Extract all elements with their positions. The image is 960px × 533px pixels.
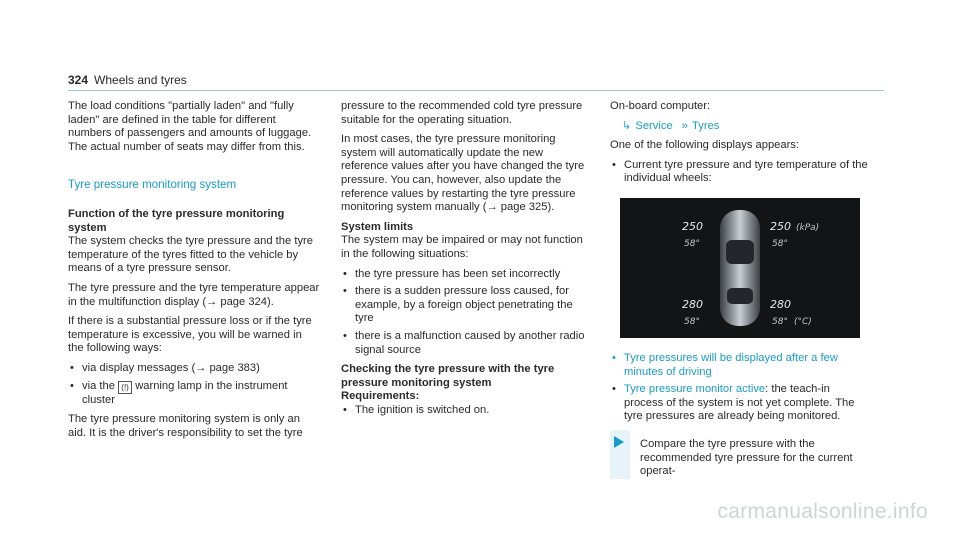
front-left-pressure: 250	[682, 219, 703, 233]
page-number: 324	[68, 73, 89, 87]
page-header	[68, 73, 187, 87]
menu-tyres: Tyres	[692, 119, 720, 132]
paragraph: On-board computer:	[610, 100, 711, 112]
menu-path	[610, 120, 870, 134]
list-item: • via display messages (→ page 383)	[68, 362, 320, 376]
section-heading: Tyre pressure monitoring system	[68, 178, 237, 192]
display-list-2	[610, 352, 870, 424]
temperature-unit: (°C)	[794, 316, 812, 327]
list-item: • the tyre pressure has been set incorrectly	[341, 268, 593, 282]
paragraph: pressure to the recommended cold tyre pressure suitable for the operating situation.	[341, 100, 583, 126]
list-item: • Tyre pressures will be displayed after a few minutes of driving	[610, 352, 870, 379]
paragraph: One of the following displays appears:	[610, 139, 800, 152]
instruction-text: Compare the tyre pressure with the recommended tyre pressure for the current operat-	[640, 437, 853, 478]
limits-list	[341, 268, 593, 358]
car-top-view-icon	[720, 210, 760, 326]
paragraph: If there is a substantial pressure loss or if the tyre temperature is excessive, you will be warned in the following ways:	[68, 315, 312, 355]
paragraph: The system checks the tyre pressure and the tyre temperature of the tyres fitted to the vehicle by means of a tyre pressure sensor.	[68, 235, 313, 275]
front-right-temp: 58°	[772, 238, 788, 249]
watermark: carmanualsonline.info	[717, 500, 928, 523]
paragraph: The system may be impaired or may not function in the following situations:	[341, 234, 583, 260]
front-left-temp: 58°	[684, 238, 700, 249]
play-arrow-icon	[614, 436, 624, 448]
menu-arrow-icon: ↳	[622, 119, 632, 132]
system-limits-heading: System limits	[341, 220, 414, 233]
pressure-unit: (kPa)	[796, 222, 820, 233]
column-1	[68, 100, 320, 446]
instruction-step	[610, 430, 870, 479]
paragraph: The tyre pressure monitoring system is only an aid. It is the driver's responsibility to set the tyre	[68, 413, 303, 439]
rear-left-temp: 58°	[684, 316, 700, 327]
rear-right-temp: 58°	[772, 316, 788, 327]
requirements-list	[341, 404, 593, 418]
list-item: • via the (!) warning lamp in the instrument cluster	[68, 380, 320, 408]
rear-left-pressure: 280	[682, 297, 703, 311]
paragraph: The load conditions "partially laden" and "fully laden" are defined in the table for different numbers of passengers and amounts of luggage. The actual number of seats may differ from this.	[68, 100, 312, 153]
double-chevron-icon: »	[681, 119, 689, 132]
column-2	[341, 100, 593, 423]
tyre-pressure-display-image	[620, 198, 860, 338]
function-heading: Function of the tyre pressure monitoring system	[68, 207, 285, 234]
display-list	[610, 159, 870, 186]
header-rule	[68, 90, 884, 91]
list-item: • Tyre pressure monitor active: the teach-in process of the system is not yet complete. The tyre pressures are already being monitored.	[610, 383, 870, 424]
checking-heading: Checking the tyre pressure with the tyre pressure monitoring system	[341, 363, 555, 389]
rear-right-pressure: 280	[770, 297, 791, 311]
list-item: • there is a sudden pressure loss caused, for example, by a foreign object penetrating the tyre	[341, 285, 593, 326]
list-item: • Current tyre pressure and tyre temperature of the individual wheels:	[610, 159, 870, 186]
warning-list	[68, 362, 320, 407]
tyre-warning-lamp-icon: (!)	[118, 381, 132, 394]
requirements-heading: Requirements:	[341, 390, 420, 403]
front-right-pressure: 250	[770, 219, 791, 233]
column-3	[610, 100, 870, 479]
paragraph: The tyre pressure and the tyre temperature appear in the multifunction display (→ page 324).	[68, 281, 320, 308]
list-item: • there is a malfunction caused by another radio signal source	[341, 330, 593, 357]
paragraph: In most cases, the tyre pressure monitoring system will automatically update the new reference values after you have changed the tyre pressure. You can, however, also update the reference values by restarting the tyre pressure monitoring system manually (→ page 325).	[341, 133, 585, 214]
list-item: • The ignition is switched on.	[341, 404, 593, 418]
section-title: Wheels and tyres	[94, 73, 187, 87]
menu-service: Service	[635, 119, 673, 132]
